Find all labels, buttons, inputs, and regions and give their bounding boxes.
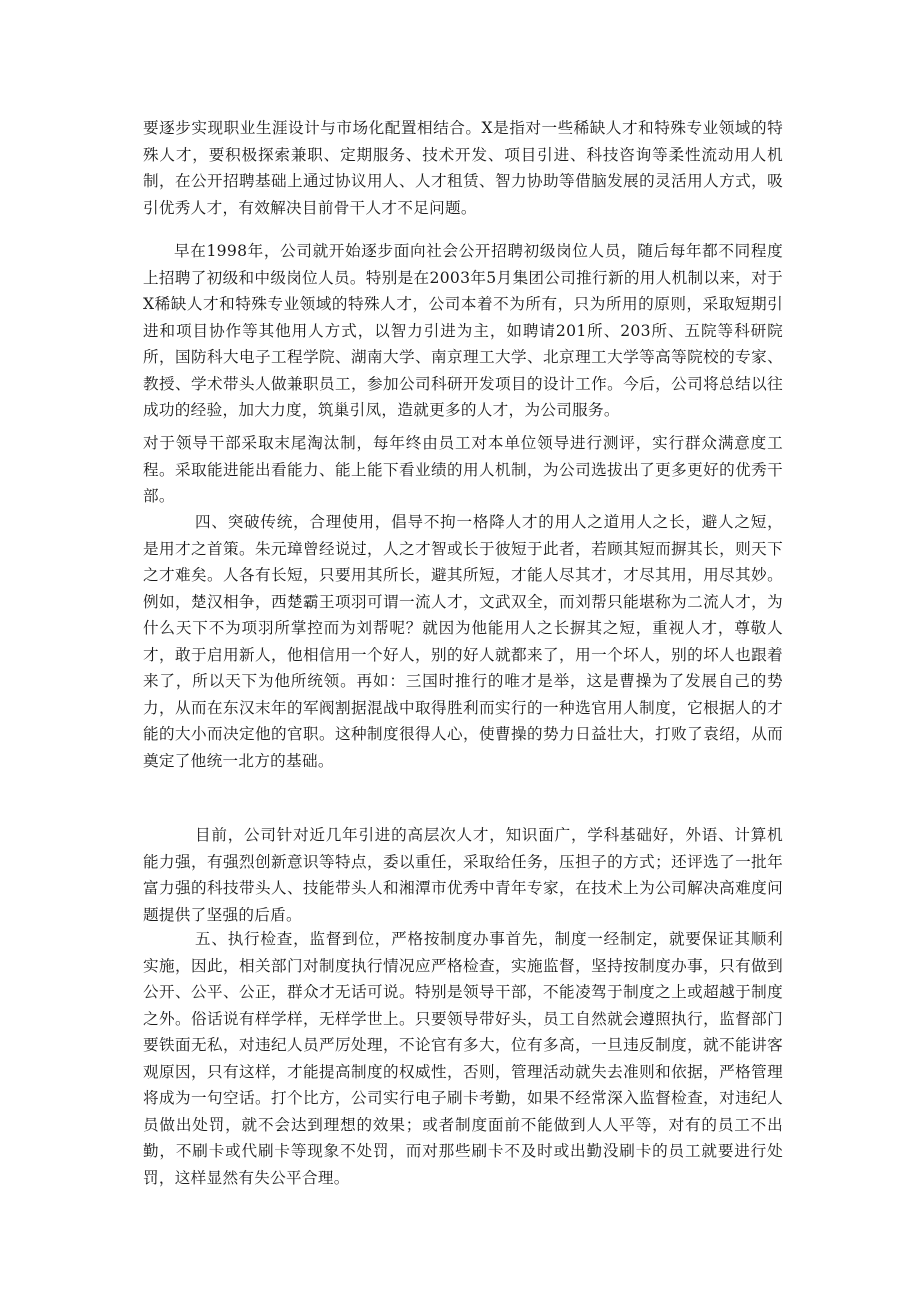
paragraph-section-five: 五、执行检查，监督到位，严格按制度办事首先，制度一经制定，就要保证其顺利实施，因此，相关部门对制度执行情况应严格检查，实施监督，坚持按制度办事，只有做到公开、公平、公正，群众才无话可说。特别是领导干部，不能凌驾于制度之上或超越于制度之外。俗话说有样学样，无样学世上。只要领导带好头，员工自然就会遵照执行，监督部门要铁面无私，对违纪人员严厉处理，不论官有多大，位有多高，一旦违反制度，就不能讲客观原因，只有这样，才能提高制度的权威性，否则，管理活动就失去准则和依据，严格管理将成为一句空话。打个比方，公司实行电子刷卡考勤，如果不经常深入监督检查，对违纪人员做出处罚，就不会达到理想的效果；或者制度面前不能做到人人平等，对有的员工不出勤，不刷卡或代刷卡等现象不处罚，而对那些刷卡不及时或出勤没刷卡的员工就要进行处罚，这样显然有失公平合理。: [143, 930, 783, 1187]
paragraph-leader-evaluation: 对于领导干部采取末尾淘汰制，每年终由员工对本单位领导进行测评，实行群众满意度工程。采取能进能出看能力、能上能下看业绩的用人机制，为公司选拔出了更多更好的优秀干部。: [143, 434, 783, 505]
paragraph-section-four: 四、突破传统，合理使用，倡导不拘一格降人才的用人之道用人之长，避人之短，是用才之首策。朱元璋曾经说过，人之才智或长于彼短于此者，若顾其短而摒其长，则天下之才难矣。人各有长短，只要用其所长，避其所短，才能人尽其才，才尽其用，用尽其妙。例如，楚汉相争，西楚霸王项羽可谓一流人才，文武双全，而刘帮只能堪称为二流人才，为什么天下不为项羽所掌控而为刘帮呢？就因为他能用人之长摒其之短，重视人才，尊敬人才，敢于启用新人，他相信用一个好人，别的好人就都来了，用一个坏人，别的坏人也跟着来了，所以天下为他所统领。再如：三国时推行的唯才是举，这是曹操为了发展自己的势力，从而在东汉末年的军阀割据混战中取得胜利而实行的一种选官用人制度，它根据人的才能的大小而决定他的官职。这种制度很得人心，使曹操的势力日益壮大，打败了袁绍，从而奠定了他统一北方的基础。: [143, 513, 783, 770]
paragraph-talent-x: 要逐步实现职业生涯设计与市场化配置相结合。X是指对一些稀缺人才和特殊专业领域的特殊人才，要积极探索兼职、定期服务、技术开发、项目引进、科技咨询等柔性流动用人机制，在公开招聘基础上通过协议用人、人才租赁、智力协助等借脑发展的灵活用人方式，吸引优秀人才，有效解决目前骨干人才不足问题。: [143, 119, 783, 217]
paragraph-high-level-talent: 目前，公司针对近几年引进的高层次人才，知识面广，学科基础好，外语、计算机能力强，有强烈创新意识等特点，委以重任，采取给任务，压担子的方式；还评选了一批年富力强的科技带头人、技能带头人和湘潭市优秀中青年专家，在技术上为公司解决高难度问题提供了坚强的后盾。: [143, 826, 783, 924]
paragraph-recruitment-history: 早在1998年，公司就开始逐步面向社会公开招聘初级岗位人员，随后每年都不同程度上招聘了初级和中级岗位人员。特别是在2003年5月集团公司推行新的用人机制以来，对于X稀缺人才和特殊专业领域的特殊人才，公司本着不为所有，只为所用的原则，采取短期引进和项目协作等其他用人方式，以智力引进为主，如聘请201所、203所、五院等科研院所，国防科大电子工程学院、湖南大学、南京理工大学、北京理工大学等高等院校的专家、教授、学术带头人做兼职员工，参加公司科研开发项目的设计工作。今后，公司将总结以往成功的经验，加大力度，筑巢引凤，造就更多的人才，为公司服务。: [143, 242, 783, 419]
